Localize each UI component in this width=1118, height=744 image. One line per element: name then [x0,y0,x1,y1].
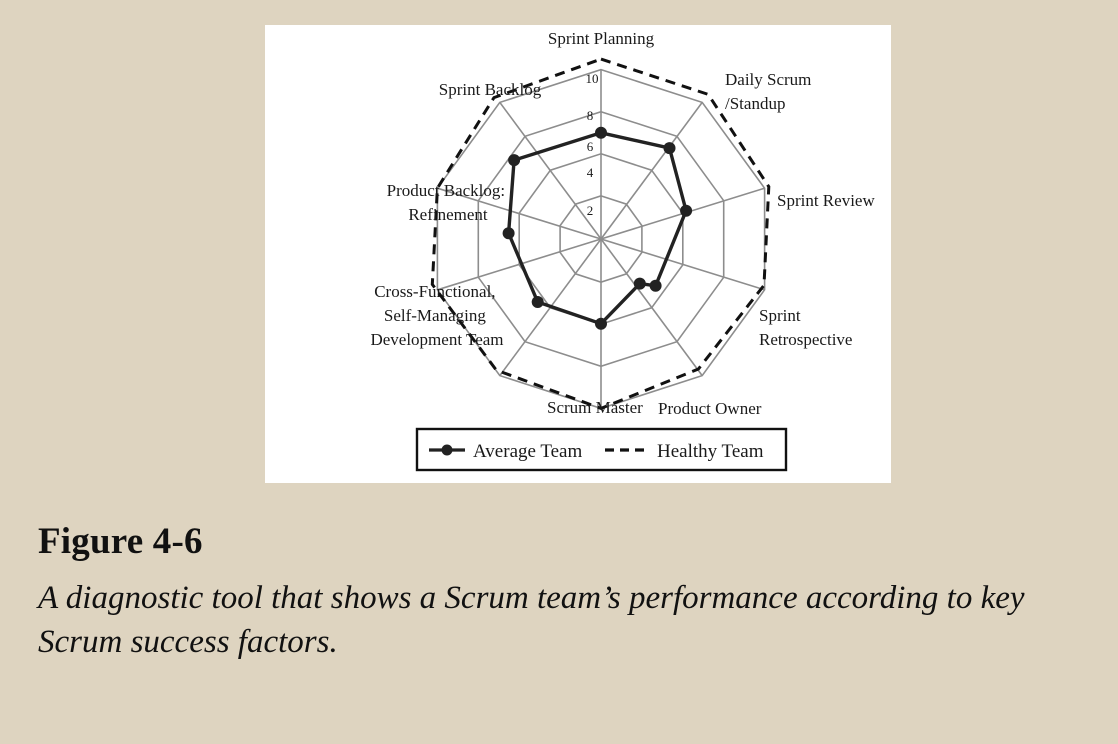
radar-chart [265,25,891,483]
axis-label-development-team: Cross-Functional, Self-Managing Development Team [370,282,504,349]
figure-caption-text: A diagnostic tool that shows a Scrum team’s performance according to key Scrum success factors. [38,580,1025,660]
axis-label-product-backlog-refinement: Product Backlog: Refinement [386,181,506,224]
radial-tick-labels [586,71,599,218]
series-average-team [509,133,686,324]
tick-label-10: 10 [585,71,599,86]
axis-label-product-owner: Product Owner [658,399,762,418]
figure-card [265,25,891,483]
axis-label-sprint-backlog: Sprint Backlog [438,80,542,99]
figure-caption [38,520,1088,665]
tick-label-2: 2 [586,203,594,218]
tick-label-6: 6 [586,139,594,154]
figure-number: Figure 4-6 [38,521,203,562]
axis-label-daily-scrum: Daily Scrum /Standup [725,70,812,113]
axis-label-sprint-retrospective: Sprint Retrospective [759,306,853,349]
series-average-team-markers [503,127,692,330]
axis-label-sprint-review: Sprint Review [777,191,875,210]
legend-label-healthy-team: Healthy Team [657,441,764,462]
axis-label-sprint-planning: Sprint Planning [547,29,655,48]
chart-legend [417,429,786,470]
legend-label-average-team: Average Team [473,441,583,462]
tick-label-8: 8 [586,108,594,123]
axis-label-scrum-master: Scrum Master [547,398,643,417]
tick-label-4: 4 [586,165,594,180]
